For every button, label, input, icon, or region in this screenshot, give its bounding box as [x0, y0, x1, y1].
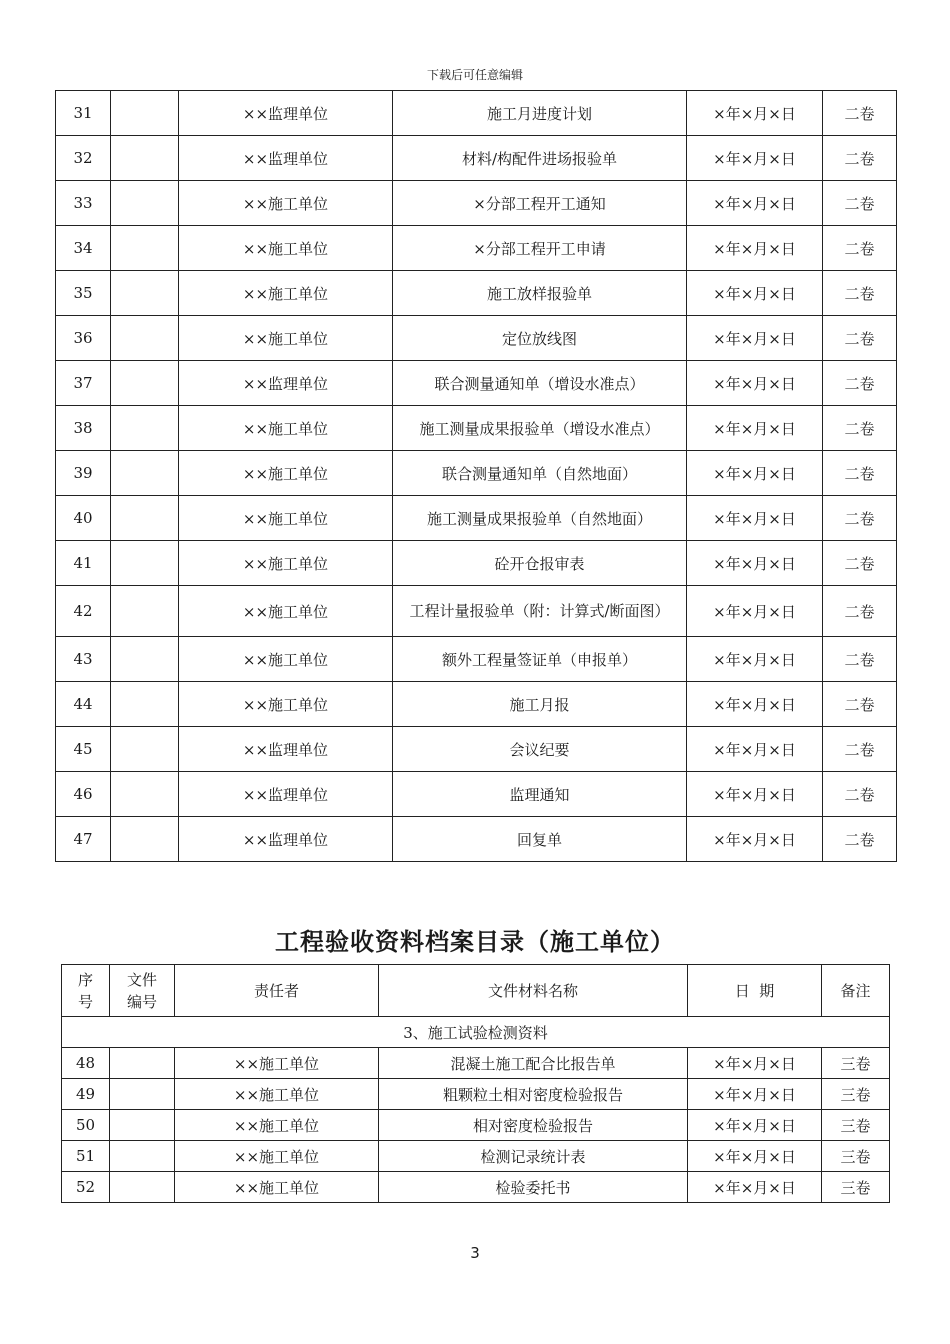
table-row: [56, 727, 897, 772]
cell-name: 砼开仓报审表: [393, 541, 687, 586]
cell-date: ×年×月×日: [687, 772, 823, 817]
cell-responsible: ××施工单位: [179, 271, 393, 316]
table-row: [56, 772, 897, 817]
cell-file-no: [111, 316, 179, 361]
cell-date: ×年×月×日: [688, 1110, 822, 1141]
cell-name: ×分部工程开工通知: [393, 181, 687, 226]
page-number: 3: [470, 1244, 480, 1262]
cell-remark: 二卷: [823, 637, 897, 682]
cell-date: ×年×月×日: [688, 1141, 822, 1172]
cell-no: 35: [56, 271, 111, 316]
cell-remark: 二卷: [823, 406, 897, 451]
cell-name: 施工月报: [393, 682, 687, 727]
cell-responsible: ××施工单位: [179, 586, 393, 637]
cell-no: 40: [56, 496, 111, 541]
cell-name: 检测记录统计表: [379, 1141, 688, 1172]
cell-name: 粗颗粒土相对密度检验报告: [379, 1079, 688, 1110]
cell-file-no: [110, 1141, 175, 1172]
cell-name: 施工测量成果报验单（增设水准点）: [393, 406, 687, 451]
cell-date: ×年×月×日: [687, 496, 823, 541]
cell-date: ×年×月×日: [687, 226, 823, 271]
cell-responsible: ××施工单位: [179, 496, 393, 541]
cell-remark: 二卷: [823, 727, 897, 772]
cell-file-no: [111, 541, 179, 586]
header-note: 下载后可任意编辑: [426, 68, 523, 82]
section-title: 工程验收资料档案目录（施工单位）: [275, 927, 675, 956]
cell-file-no: [110, 1048, 175, 1079]
cell-date: ×年×月×日: [687, 682, 823, 727]
archive-catalog-table: [61, 964, 890, 1203]
archive-table-continued: [55, 90, 897, 862]
table-row: [56, 406, 897, 451]
table-row: [62, 1172, 890, 1203]
cell-remark: 三卷: [822, 1079, 890, 1110]
cell-date: ×年×月×日: [687, 316, 823, 361]
cell-date: ×年×月×日: [687, 817, 823, 862]
cell-file-no: [111, 181, 179, 226]
table-row: [56, 541, 897, 586]
cell-name: 施工放样报验单: [393, 271, 687, 316]
cell-date: ×年×月×日: [688, 1172, 822, 1203]
cell-remark: 二卷: [823, 586, 897, 637]
cell-no: 46: [56, 772, 111, 817]
header-name: 文件材料名称: [379, 965, 688, 1017]
table-row: [56, 91, 897, 136]
cell-remark: 二卷: [823, 496, 897, 541]
cell-date: ×年×月×日: [687, 451, 823, 496]
cell-remark: 二卷: [823, 181, 897, 226]
cell-date: ×年×月×日: [688, 1048, 822, 1079]
cell-no: 48: [62, 1048, 110, 1079]
cell-no: 47: [56, 817, 111, 862]
cell-file-no: [111, 91, 179, 136]
cell-responsible: ××施工单位: [179, 181, 393, 226]
cell-file-no: [111, 637, 179, 682]
cell-no: 43: [56, 637, 111, 682]
cell-file-no: [111, 361, 179, 406]
cell-responsible: ××施工单位: [179, 541, 393, 586]
cell-remark: 二卷: [823, 226, 897, 271]
cell-no: 38: [56, 406, 111, 451]
cell-file-no: [110, 1172, 175, 1203]
group-label: 3、施工试验检测资料: [62, 1017, 890, 1048]
cell-date: ×年×月×日: [687, 271, 823, 316]
cell-no: 42: [56, 586, 111, 637]
cell-responsible: ××监理单位: [179, 91, 393, 136]
cell-date: ×年×月×日: [687, 727, 823, 772]
header-remark: 备注: [822, 965, 890, 1017]
cell-responsible: ××监理单位: [179, 772, 393, 817]
cell-responsible: ××施工单位: [179, 406, 393, 451]
cell-remark: 二卷: [823, 271, 897, 316]
cell-responsible: ××施工单位: [179, 637, 393, 682]
cell-no: 52: [62, 1172, 110, 1203]
table-row: [56, 586, 897, 637]
cell-remark: 三卷: [822, 1172, 890, 1203]
cell-file-no: [111, 682, 179, 727]
cell-no: 31: [56, 91, 111, 136]
table-row: [56, 682, 897, 727]
cell-name: 联合测量通知单（自然地面）: [393, 451, 687, 496]
cell-remark: 二卷: [823, 136, 897, 181]
cell-remark: 三卷: [822, 1048, 890, 1079]
cell-no: 50: [62, 1110, 110, 1141]
cell-responsible: ××施工单位: [179, 451, 393, 496]
cell-no: 34: [56, 226, 111, 271]
cell-file-no: [111, 451, 179, 496]
cell-file-no: [110, 1079, 175, 1110]
group-row: [62, 1017, 890, 1048]
cell-responsible: ××施工单位: [175, 1141, 379, 1172]
cell-remark: 二卷: [823, 91, 897, 136]
cell-file-no: [111, 496, 179, 541]
cell-file-no: [111, 271, 179, 316]
table-row: [56, 637, 897, 682]
cell-name: 回复单: [393, 817, 687, 862]
archive-catalog-body: [62, 1017, 890, 1203]
archive-table-body: [56, 91, 897, 862]
cell-no: 39: [56, 451, 111, 496]
table-row: [62, 1141, 890, 1172]
cell-name: 施工测量成果报验单（自然地面）: [393, 496, 687, 541]
cell-remark: 二卷: [823, 817, 897, 862]
cell-file-no: [111, 226, 179, 271]
table-row: [62, 1079, 890, 1110]
cell-no: 44: [56, 682, 111, 727]
cell-date: ×年×月×日: [687, 637, 823, 682]
cell-responsible: ××施工单位: [179, 226, 393, 271]
table-row: [56, 361, 897, 406]
header-file-no: 文件 编号: [110, 965, 175, 1017]
cell-file-no: [111, 817, 179, 862]
table-row: [62, 1048, 890, 1079]
cell-responsible: ××监理单位: [179, 817, 393, 862]
cell-file-no: [111, 772, 179, 817]
cell-no: 36: [56, 316, 111, 361]
header-date: 日 期: [688, 965, 822, 1017]
cell-responsible: ××施工单位: [175, 1079, 379, 1110]
cell-date: ×年×月×日: [687, 541, 823, 586]
cell-date: ×年×月×日: [688, 1079, 822, 1110]
cell-remark: 二卷: [823, 772, 897, 817]
table-row: [56, 136, 897, 181]
cell-remark: 二卷: [823, 682, 897, 727]
table-row: [62, 1110, 890, 1141]
cell-name: 混凝土施工配合比报告单: [379, 1048, 688, 1079]
cell-file-no: [110, 1110, 175, 1141]
cell-responsible: ××施工单位: [175, 1048, 379, 1079]
cell-date: ×年×月×日: [687, 91, 823, 136]
cell-no: 32: [56, 136, 111, 181]
cell-name: 工程计量报验单（附：计算式/断面图）: [393, 586, 687, 637]
cell-name: 监理通知: [393, 772, 687, 817]
cell-date: ×年×月×日: [687, 406, 823, 451]
cell-no: 51: [62, 1141, 110, 1172]
cell-responsible: ××监理单位: [179, 136, 393, 181]
cell-name: 材料/构配件进场报验单: [393, 136, 687, 181]
cell-remark: 三卷: [822, 1141, 890, 1172]
cell-responsible: ××监理单位: [179, 361, 393, 406]
cell-responsible: ××监理单位: [179, 727, 393, 772]
cell-name: 定位放线图: [393, 316, 687, 361]
cell-date: ×年×月×日: [687, 181, 823, 226]
cell-file-no: [111, 136, 179, 181]
cell-name: 相对密度检验报告: [379, 1110, 688, 1141]
table-row: [56, 496, 897, 541]
table-row: [56, 817, 897, 862]
cell-no: 33: [56, 181, 111, 226]
cell-file-no: [111, 406, 179, 451]
cell-remark: 三卷: [822, 1110, 890, 1141]
cell-remark: 二卷: [823, 316, 897, 361]
table-row: [56, 271, 897, 316]
cell-no: 45: [56, 727, 111, 772]
cell-responsible: ××施工单位: [179, 682, 393, 727]
cell-no: 49: [62, 1079, 110, 1110]
cell-no: 37: [56, 361, 111, 406]
table-row: [56, 226, 897, 271]
cell-date: ×年×月×日: [687, 136, 823, 181]
cell-name: 检验委托书: [379, 1172, 688, 1203]
cell-name: ×分部工程开工申请: [393, 226, 687, 271]
cell-date: ×年×月×日: [687, 361, 823, 406]
header-responsible: 责任者: [175, 965, 379, 1017]
cell-remark: 二卷: [823, 361, 897, 406]
cell-name: 施工月进度计划: [393, 91, 687, 136]
table-row: [56, 451, 897, 496]
cell-responsible: ××施工单位: [179, 316, 393, 361]
table-row: [56, 181, 897, 226]
cell-name: 会议纪要: [393, 727, 687, 772]
header-no: 序 号: [62, 965, 110, 1017]
cell-name: 联合测量通知单（增设水准点）: [393, 361, 687, 406]
table-row: [56, 316, 897, 361]
cell-no: 41: [56, 541, 111, 586]
cell-file-no: [111, 586, 179, 637]
cell-responsible: ××施工单位: [175, 1110, 379, 1141]
cell-name: 额外工程量签证单（申报单）: [393, 637, 687, 682]
cell-date: ×年×月×日: [687, 586, 823, 637]
cell-remark: 二卷: [823, 541, 897, 586]
cell-responsible: ××施工单位: [175, 1172, 379, 1203]
table-header-row: [62, 965, 890, 1017]
cell-file-no: [111, 727, 179, 772]
cell-remark: 二卷: [823, 451, 897, 496]
